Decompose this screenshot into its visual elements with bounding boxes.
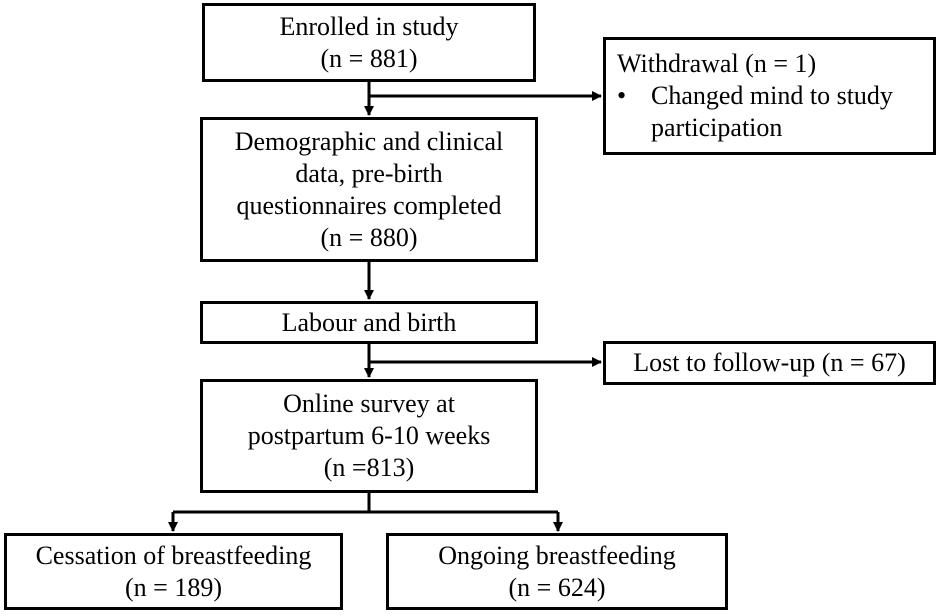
ongoing-box <box>386 533 728 610</box>
enrolled-box <box>202 3 536 82</box>
labour-label: Labour and birth <box>281 307 457 337</box>
demographic-count: (n = 880) <box>320 222 418 252</box>
withdrawal-box <box>603 37 936 155</box>
survey-count: (n =813) <box>323 453 415 482</box>
cessation-box <box>4 533 343 610</box>
labour-box <box>200 301 538 344</box>
bullet-icon: • <box>617 81 627 110</box>
demographic-line2: data, pre-birth <box>295 158 443 188</box>
ongoing-label: Ongoing breastfeeding <box>438 540 676 570</box>
demographic-line3: questionnaires completed <box>236 190 502 220</box>
cessation-count: (n = 189) <box>125 572 222 602</box>
demographic-box <box>200 117 538 262</box>
enrolled-count: (n = 881) <box>320 43 418 73</box>
withdrawal-reason-line2: participation <box>651 113 783 142</box>
survey-line2: postpartum 6-10 weeks <box>247 421 491 450</box>
survey-box <box>200 379 538 493</box>
lost-followup-box <box>603 341 936 385</box>
survey-line1: Online survey at <box>283 389 455 418</box>
enrolled-label: Enrolled in study <box>279 11 459 41</box>
withdrawal-reason-line1: Changed mind to study <box>651 81 893 110</box>
cessation-label: Cessation of breastfeeding <box>35 540 312 570</box>
lost-followup-label: Lost to follow-up (n = 67) <box>633 348 906 377</box>
withdrawal-reason <box>617 80 893 144</box>
withdrawal-title: Withdrawal (n = 1) <box>617 49 817 78</box>
ongoing-count: (n = 624) <box>508 572 606 602</box>
demographic-line1: Demographic and clinical <box>234 126 504 156</box>
